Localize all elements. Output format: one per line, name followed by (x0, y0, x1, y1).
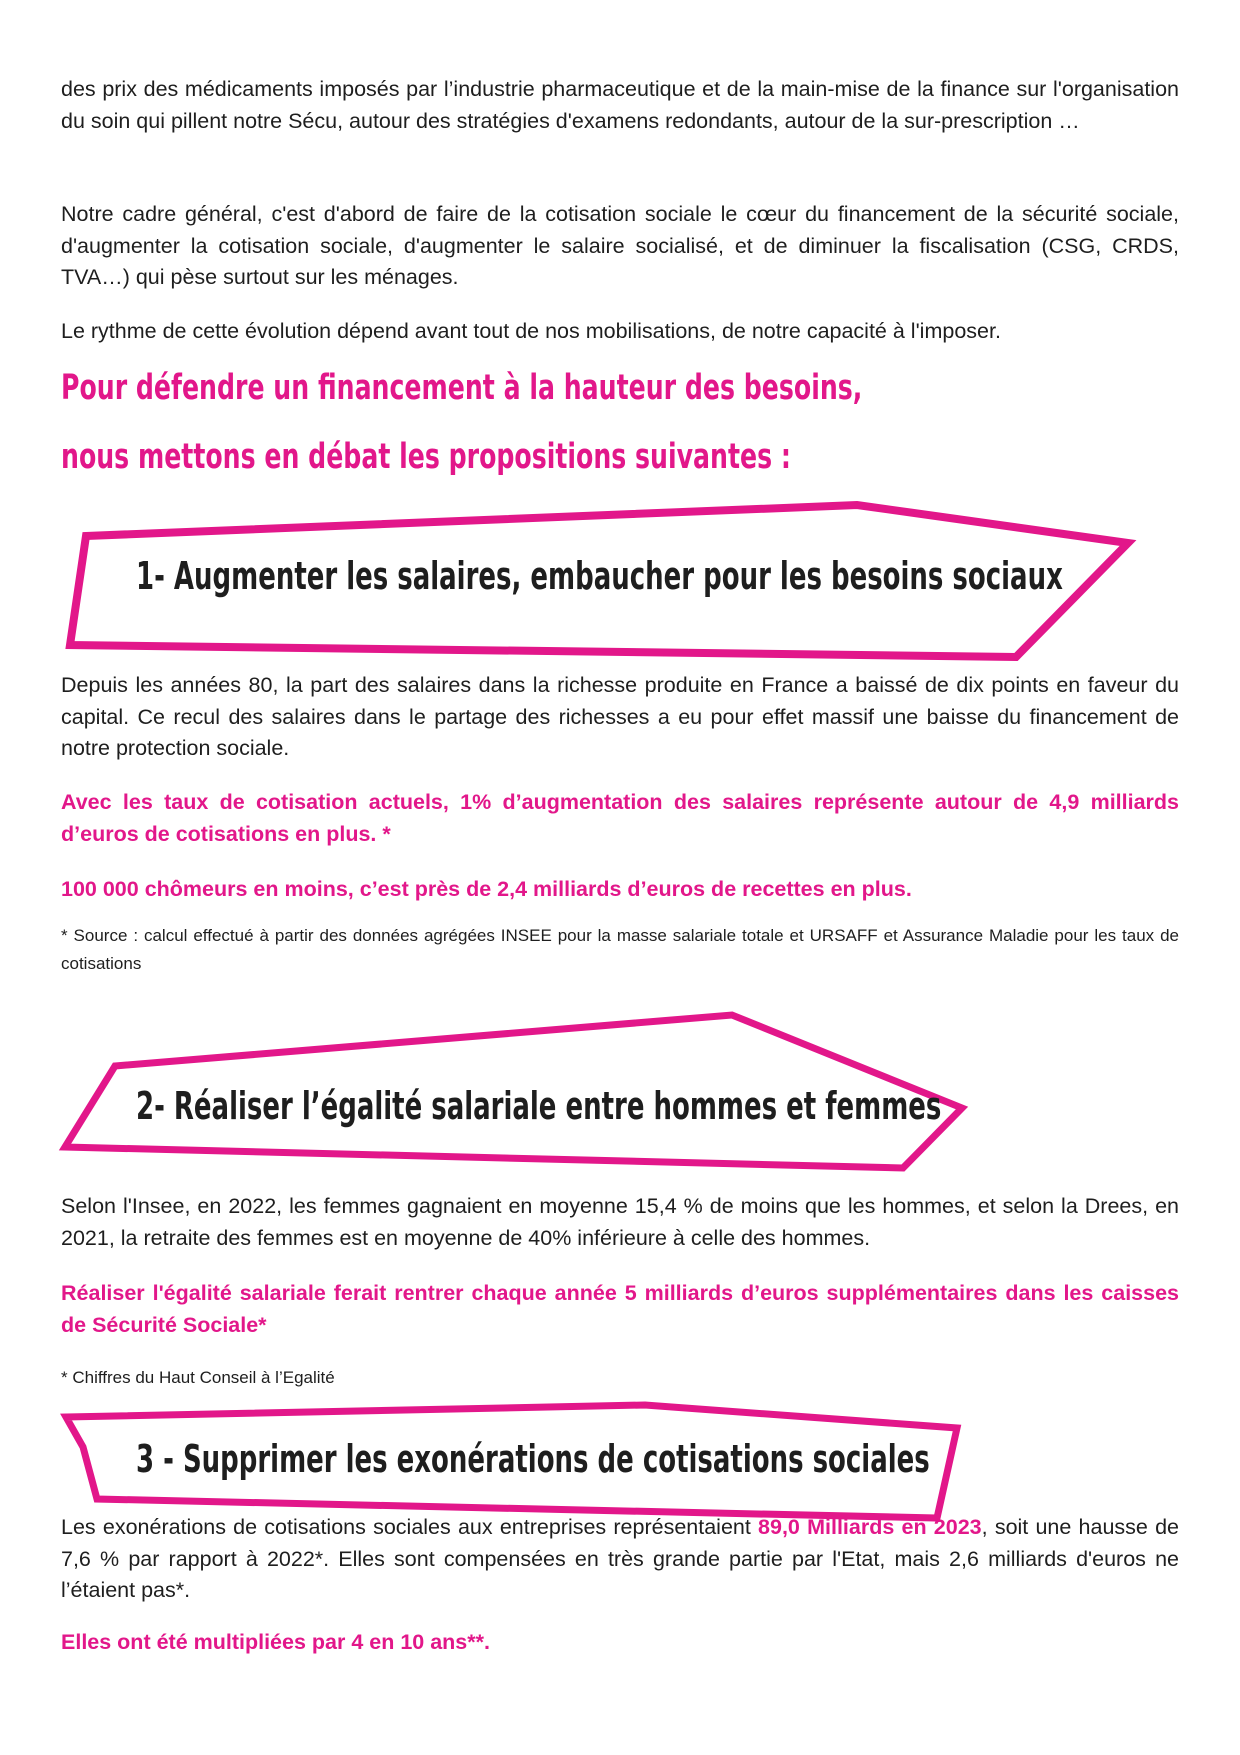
section-3-title: 3 - Supprimer les exonérations de cotisations sociales (136, 1437, 930, 1481)
section-2-body: Selon l'Insee, en 2022, les femmes gagnaient en moyenne 15,4 % de moins que les hommes, et selon la Drees, en 2021, la retraite des femmes est en moyenne de 40% inférieure à celle des hommes. (61, 1194, 1179, 1250)
section-1-highlight-1: Avec les taux de cotisation actuels, 1% d’augmentation des salaires représente autour de 4,9 milliards d’euros de cotisations en plus. * (61, 790, 1179, 846)
main-heading-line-1: Pour défendre un financement à la hauteur des besoins, (61, 368, 863, 408)
section-1-title: 1- Augmenter les salaires, embaucher pour les besoins sociaux (136, 554, 1063, 598)
intro-paragraph-3: Le rythme de cette évolution dépend avant tout de nos mobilisations, de notre capacité à l'imposer. (61, 319, 1001, 343)
section-2-title: 2- Réaliser l’égalité salariale entre hommes et femmes (136, 1084, 942, 1128)
section-3-highlight: Elles ont été multipliées par 4 en 10 ans**. (61, 1630, 490, 1654)
section-1-note: * Source : calcul effectué à partir des données agrégées INSEE pour la masse salariale totale et URSAFF et Assurance Maladie pour les taux de cotisations (61, 926, 1179, 973)
section-3-body-part-1: Les exonérations de cotisations sociales aux entreprises représentaient (61, 1515, 759, 1539)
intro-paragraph-1: des prix des médicaments imposés par l’industrie pharmaceutique et de la main-mise de la finance sur l'organisation du soin qui pillent notre Sécu, autour des stratégies d'examens redondants, autour de la sur-prescription … (61, 77, 1179, 133)
section-3-body-part-2: , soit une hausse de 7,6 % par rapport à 2022*. Elles sont compensées en très grande partie par l'Etat, mais 2,6 milliards d'euros ne l’étaient pas*. (61, 1515, 1179, 1602)
main-heading-line-2: nous mettons en débat les propositions suivantes : (61, 437, 791, 477)
section-3-body (61, 1512, 1179, 1607)
section-1-highlight-2: 100 000 chômeurs en moins, c’est près de 2,4 milliards d’euros de recettes en plus. (61, 877, 912, 901)
section-2-note: * Chiffres du Haut Conseil à l’Egalité (61, 1368, 335, 1387)
intro-paragraph-2: Notre cadre général, c'est d'abord de faire de la cotisation sociale le cœur du financement de la sécurité sociale, d'augmenter la cotisation sociale, d'augmenter le salaire socialisé, et de diminuer la fiscalisation (CSG, CRDS, TVA…) qui pèse surtout sur les ménages. (61, 202, 1179, 289)
section-1-body: Depuis les années 80, la part des salaires dans la richesse produite en France a baissé de dix points en faveur du capital. Ce recul des salaires dans le partage des richesses a eu pour effet massif une baisse du financement de notre protection sociale. (61, 673, 1179, 760)
section-3-body-highlight: 89,0 Milliards en 2023 (758, 1515, 982, 1539)
section-2-highlight: Réaliser l'égalité salariale ferait rentrer chaque année 5 milliards d’euros supplémentaires dans les caisses de Sécurité Sociale* (61, 1281, 1179, 1337)
